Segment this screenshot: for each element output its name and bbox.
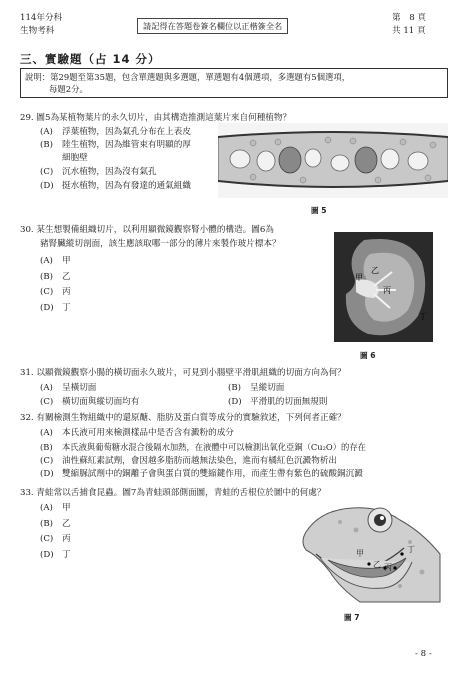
total-pages-label: 共 11 頁 [392, 26, 426, 36]
option-text: 沉水植物，因為沒有氣孔 [62, 167, 157, 177]
option-text: 呈縱切面 [250, 383, 285, 393]
q30-option-b[interactable] [40, 270, 71, 286]
option-text: 甲 [62, 503, 71, 513]
option-label: (C) [40, 397, 54, 407]
option-label: (A) [40, 503, 53, 513]
figure-5-caption: 圖 5 [311, 206, 327, 215]
option-text: 丁 [62, 302, 71, 313]
q29-option-d[interactable] [40, 180, 191, 193]
option-label: (A) [40, 383, 53, 393]
q29-option-b[interactable] [40, 139, 191, 152]
option-label: (A) [40, 428, 53, 438]
frog-label-ding: 丁 [407, 545, 415, 554]
exam-year: 114年分科 [20, 13, 63, 23]
kidney-label-jia: 甲 [355, 273, 363, 282]
q29-option-b-cont: 細胞壁 [62, 153, 88, 163]
option-label: (D) [40, 549, 54, 560]
frog-head-figure [300, 502, 448, 604]
option-label: (B) [228, 383, 242, 393]
q33-stem: 33. 青蛙常以舌捕食昆蟲。圖7為青蛙頭部側面圖，青蛙的舌根位於圖中的何處？ [20, 488, 326, 498]
q31-option-c[interactable] [40, 395, 228, 411]
frog-label-yi: 乙 [373, 560, 381, 569]
kidney-label-bing: 丙 [383, 286, 391, 295]
option-label: (C) [40, 287, 54, 297]
page-label: 第 8 頁 [392, 13, 426, 23]
q33-option-b[interactable] [40, 517, 71, 533]
q33-option-a[interactable] [40, 501, 71, 517]
kidney-label-yi: 乙 [371, 266, 379, 275]
frog-label-jia: 甲 [356, 549, 364, 558]
option-text: 雙縮脲試劑中的銅離子會與蛋白質的雙縮鍵作用，而產生帶有紫色的硫酸銅沉澱 [62, 469, 363, 480]
option-text: 浮葉植物，因為氣孔分布在上表皮 [62, 127, 191, 137]
option-label: (B) [40, 271, 54, 282]
q29-option-c[interactable] [40, 165, 191, 180]
q31-option-d[interactable] [228, 395, 416, 411]
q33-option-c[interactable] [40, 532, 71, 548]
instructions-line-2: 每題2分。 [49, 84, 88, 94]
section-instructions [20, 68, 448, 98]
leaf-cross-section-figure [218, 123, 448, 198]
option-label: (C) [40, 167, 54, 177]
option-label: (D) [40, 302, 54, 313]
option-label: (D) [228, 397, 242, 407]
q33-option-d[interactable] [40, 548, 71, 564]
q29-stem: 29. 圖5為某植物葉片的永久切片，由其構造推測這葉片來自何種植物？ [20, 113, 292, 123]
option-text: 呈橫切面 [62, 383, 97, 393]
q32-option-b[interactable] [40, 441, 366, 455]
option-text: 乙 [62, 518, 71, 529]
q30-option-a[interactable] [40, 254, 71, 270]
q32-options [40, 427, 366, 482]
option-text: 本氏液與葡萄糖水混合後隔水加熱，在液體中可以檢測出氧化亞銅（Cu₂O）的存在 [62, 441, 366, 452]
option-text: 油性蘇紅素試劑，會因越多脂肪而越無法染色，進而有橘紅色沉澱物析出 [62, 455, 338, 466]
option-label: (D) [40, 469, 54, 480]
instructions-line-1: 說明：第29題至第35題，包含單選題與多選題，單選題有4個選項，多選題有5個選項， [25, 72, 351, 82]
option-text: 本氏液可用來檢測樣品中是否含有澱粉的成分 [62, 428, 234, 438]
q30-options [40, 254, 71, 316]
figure-7-caption: 圖 7 [344, 613, 360, 622]
q31-stem: 31. 以顯微鏡觀察小腸的橫切面永久玻片，可見到小腸壁平滑肌組織的切面方向為何？ [20, 368, 346, 378]
option-label: (A) [40, 127, 53, 137]
option-label: (B) [40, 518, 54, 529]
option-label: (A) [40, 256, 53, 266]
option-text: 丙 [62, 534, 71, 544]
q30-stem-line-2: 豬腎臟縱切剖面，該生應該取哪一部分的薄片來製作玻片標本？ [40, 239, 281, 249]
signature-notice: 請記得在答題卷簽名欄位以正楷簽全名 [137, 18, 288, 34]
footer-page-number: - 8 - [415, 649, 432, 659]
kidney-label-ding: 丁 [419, 312, 427, 321]
option-text: 挺水植物，因為有發達的通氣組織 [62, 181, 191, 191]
subject-name: 生物考科 [20, 26, 55, 36]
option-text: 丙 [62, 287, 71, 297]
q30-option-c[interactable] [40, 285, 71, 301]
option-text: 陸生植物，因為維管束有明顯的厚 [62, 139, 191, 150]
q32-option-a[interactable] [40, 427, 366, 441]
option-text: 丁 [62, 549, 71, 560]
section-title: 三、實驗題（占 14 分） [20, 52, 161, 66]
q32-option-d[interactable] [40, 468, 366, 482]
q32-option-c[interactable] [40, 455, 366, 469]
q29-option-a[interactable] [40, 126, 191, 139]
option-text: 乙 [62, 271, 71, 282]
frog-head-drawing [300, 502, 448, 604]
option-label: (D) [40, 181, 54, 191]
q32-stem: 32. 有關檢測生物組織中的還原醣、脂肪及蛋白質等成分的實驗敘述，下列何者正確？ [20, 413, 346, 423]
option-label: (C) [40, 455, 54, 466]
q30-stem-line-1: 30. 某生想製備組織切片，以利用顯微鏡觀察腎小體的構造。圖6為 [20, 225, 274, 235]
frog-label-bing: 丙 [384, 563, 392, 572]
q29-options [40, 126, 191, 193]
option-label: (B) [40, 441, 53, 452]
q33-options [40, 501, 71, 563]
option-text: 橫切面與縱切面均有 [62, 397, 140, 407]
option-text: 甲 [62, 256, 71, 266]
q30-option-d[interactable] [40, 301, 71, 317]
kidney-section-figure [334, 232, 433, 342]
option-label: (C) [40, 534, 54, 544]
option-text: 平滑肌的切面無規則 [250, 397, 328, 407]
figure-6-caption: 圖 6 [360, 351, 376, 360]
option-label: (B) [40, 139, 54, 150]
q31-options-row-2 [40, 395, 416, 411]
